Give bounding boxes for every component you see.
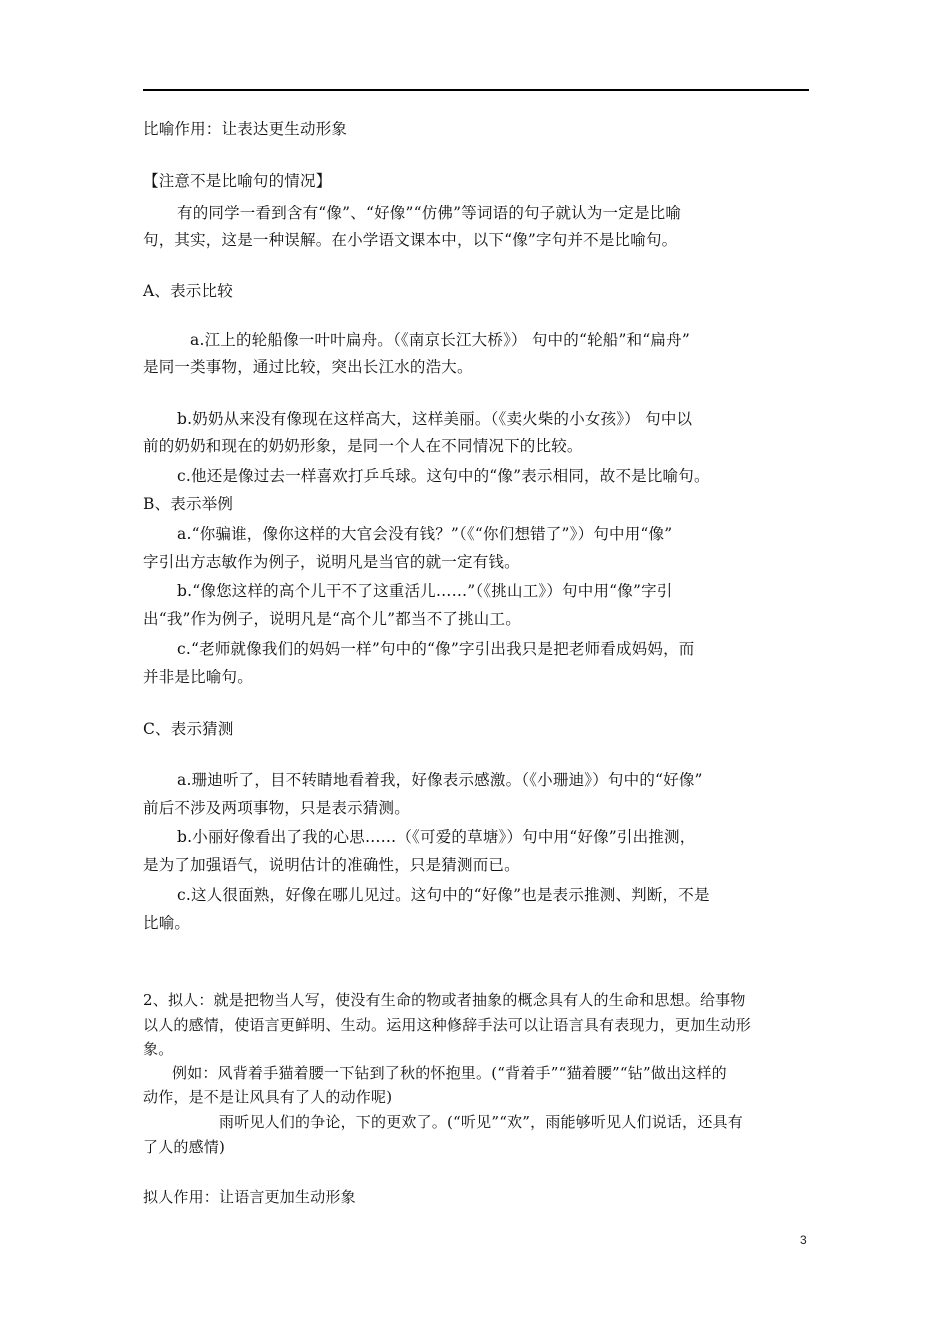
text-line: 2、拟人：就是把物当人写，使没有生命的物或者抽象的概念具有人的生命和思想。给事物 bbox=[143, 991, 746, 1009]
text-line: 象。 bbox=[143, 1040, 174, 1058]
text-line: 动作，是不是让风具有了人的动作呢) bbox=[143, 1088, 393, 1106]
header-rule bbox=[143, 89, 809, 91]
text-line: c.“老师就像我们的妈妈一样”句中的“像”字引出我只是把老师看成妈妈，而 bbox=[177, 640, 695, 658]
section-heading: B、表示举例 bbox=[143, 495, 234, 513]
text-line: 拟人作用：让语言更加生动形象 bbox=[143, 1188, 356, 1206]
section-heading: C、表示猜测 bbox=[143, 720, 234, 738]
text-line: 以人的感情，使语言更鲜明、生动。运用这种修辞手法可以让语言具有表现力，更加生动形 bbox=[143, 1016, 752, 1034]
text-line: b.小丽好像看出了我的心思……（《可爱的草塘》）句中用“好像”引出推测， bbox=[177, 828, 696, 846]
text-line: 是同一类事物，通过比较，突出长江水的浩大。 bbox=[143, 358, 473, 376]
text-line: 句，其实，这是一种误解。在小学语文课本中，以下“像”字句并不是比喻句。 bbox=[143, 231, 678, 249]
text-line: 比喻。 bbox=[143, 914, 191, 932]
text-line: b.奶奶从来没有像现在这样高大，这样美丽。（《卖火柴的小女孩》） 句中以 bbox=[177, 410, 693, 428]
text-line: 了人的感情) bbox=[143, 1138, 226, 1156]
text-line: 字引出方志敏作为例子，说明凡是当官的就一定有钱。 bbox=[143, 553, 520, 571]
text-line: c.这人很面熟，好像在哪儿见过。这句中的“好像”也是表示推测、判断，不是 bbox=[177, 886, 710, 904]
text-line: a.江上的轮船像一叶叶扁舟。（《南京长江大桥》） 句中的“轮船”和“扁舟” bbox=[190, 331, 690, 349]
text-line: 比喻作用：让表达更生动形象 bbox=[143, 120, 348, 138]
text-line: 例如：风背着手猫着腰一下钻到了秋的怀抱里。(“背着手”“猫着腰”“钻”做出这样的 bbox=[172, 1064, 727, 1082]
text-line: c.他还是像过去一样喜欢打乒乓球。这句中的“像”表示相同，故不是比喻句。 bbox=[177, 467, 710, 485]
text-line: 雨听见人们的争论，下的更欢了。(“听见”“欢”，雨能够听见人们说话，还具有 bbox=[219, 1113, 743, 1131]
text-line: a.珊迪听了，目不转睛地看着我，好像表示感激。（《小珊迪》）句中的“好像” bbox=[177, 771, 703, 789]
text-line: 前后不涉及两项事物，只是表示猜测。 bbox=[143, 799, 410, 817]
text-line: a.“你骗谁，像你这样的大官会没有钱？”（《“你们想错了”》）句中用“像” bbox=[177, 525, 673, 543]
page-number: 3 bbox=[800, 1233, 807, 1247]
text-line: 有的同学一看到含有“像”、“好像”“仿佛”等词语的句子就认为一定是比喻 bbox=[177, 204, 682, 222]
section-heading: A、表示比较 bbox=[143, 282, 233, 300]
text-line: b.“像您这样的高个儿干不了这重活儿……”（《挑山工》）句中用“像”字引 bbox=[177, 582, 673, 600]
text-line: 出“我”作为例子，说明凡是“高个儿”都当不了挑山工。 bbox=[143, 610, 521, 628]
text-line: 并非是比喻句。 bbox=[143, 668, 253, 686]
text-line: 前的奶奶和现在的奶奶形象，是同一个人在不同情况下的比较。 bbox=[143, 437, 583, 455]
section-heading: 【注意不是比喻句的情况】 bbox=[143, 172, 332, 190]
text-line: 是为了加强语气，说明估计的准确性，只是猜测而已。 bbox=[143, 856, 520, 874]
